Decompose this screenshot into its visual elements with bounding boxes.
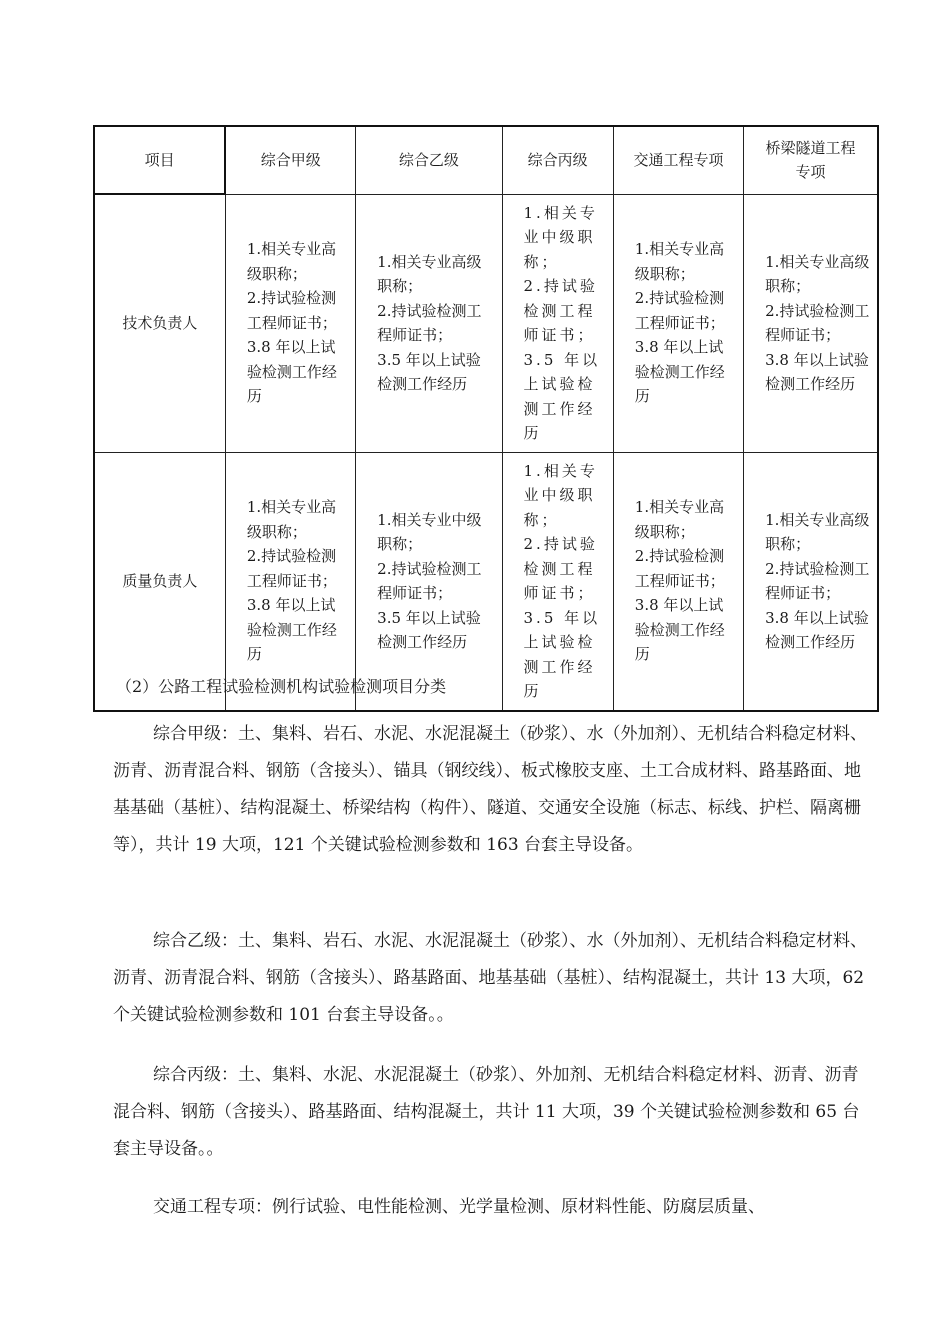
table-cell: 1.相关专业中级职称； 2.持试验检测工程师证书； 3.5 年以上试验检测工作经历 [502,452,613,711]
table-cell: 1.相关专业高级职称； 2.持试验检测工程师证书； 3.8 年以上试验检测工作经历 [613,452,743,711]
row-label-technical-lead: 技术负责人 [94,194,225,452]
header-cell-item: 项目 [94,126,225,194]
header-cell-grade-c: 综合丙级 [502,126,613,194]
table-cell: 1.相关专业高级职称； 2.持试验检测工程师证书； 3.8 年以上试验检测工作经历 [225,452,355,711]
table-cell: 1.相关专业高级职称； 2.持试验检测工程师证书； 3.8 年以上试验检测工作经历 [744,194,878,452]
header-cell-traffic-engineering: 交通工程专项 [613,126,743,194]
table-row-quality-lead [94,452,878,711]
table-header-row [94,126,878,194]
header-cell-grade-a: 综合甲级 [225,126,355,194]
row-label-quality-lead: 质量负责人 [94,452,225,711]
header-cell-bridge-tunnel: 桥梁隧道工程专项 [744,126,878,194]
paragraph-traffic-engineering: 交通工程专项：例行试验、电性能检测、光学量检测、原材料性能、防腐层质量、 [153,1197,765,1217]
qualification-requirements-table [93,125,879,712]
paragraph-grade-b: 综合乙级：土、集料、岩石、水泥、水泥混凝土（砂浆）、水（外加剂）、无机结合料稳定材料、沥青、沥青混合料、钢筋（含接头）、路基路面、地基基础（基桩）、结构混凝土，共计 13 大项，62 个关键试验检测参数和 101 台套主导设备。。 [113,931,867,1025]
section-heading: （2）公路工程试验检测机构试验检测项目分类 [116,677,447,696]
table-row-technical-lead [94,194,878,452]
paragraph-grade-c: 综合丙级：土、集料、水泥、水泥混凝土（砂浆）、外加剂、无机结合料稳定材料、沥青、沥青混合料、钢筋（含接头）、路基路面、结构混凝土，共计 11 大项，39 个关键试验检测参数和 65 台套主导设备。。 [113,1065,860,1159]
table-cell: 1.相关专业高级职称； 2.持试验检测工程师证书； 3.8 年以上试验检测工作经历 [744,452,878,711]
table-cell: 1.相关专业高级职称； 2.持试验检测工程师证书； 3.5 年以上试验检测工作经历 [356,194,502,452]
table-cell: 1.相关专业高级职称； 2.持试验检测工程师证书； 3.8 年以上试验检测工作经历 [613,194,743,452]
table-cell: 1.相关专业中级职称； 2.持试验检测工程师证书； 3.5 年以上试验检测工作经历 [356,452,502,711]
table-cell: 1.相关专业中级职称； 2.持试验检测工程师证书； 3.5 年以上试验检测工作经历 [502,194,613,452]
paragraph-grade-a: 综合甲级：土、集料、岩石、水泥、水泥混凝土（砂浆）、水（外加剂）、无机结合料稳定材料、沥青、沥青混合料、钢筋（含接头）、锚具（钢绞线）、板式橡胶支座、土工合成材料、路基路面、地基基础（基桩）、结构混凝土、桥梁结构（构件）、隧道、交通安全设施（标志、标线、护栏、隔离栅等），共计 19 大项，121 个关键试验检测参数和 163 台套主导设备。 [113,724,867,855]
header-cell-grade-b: 综合乙级 [356,126,502,194]
table-cell: 1.相关专业高级职称； 2.持试验检测工程师证书； 3.8 年以上试验检测工作经历 [225,194,355,452]
